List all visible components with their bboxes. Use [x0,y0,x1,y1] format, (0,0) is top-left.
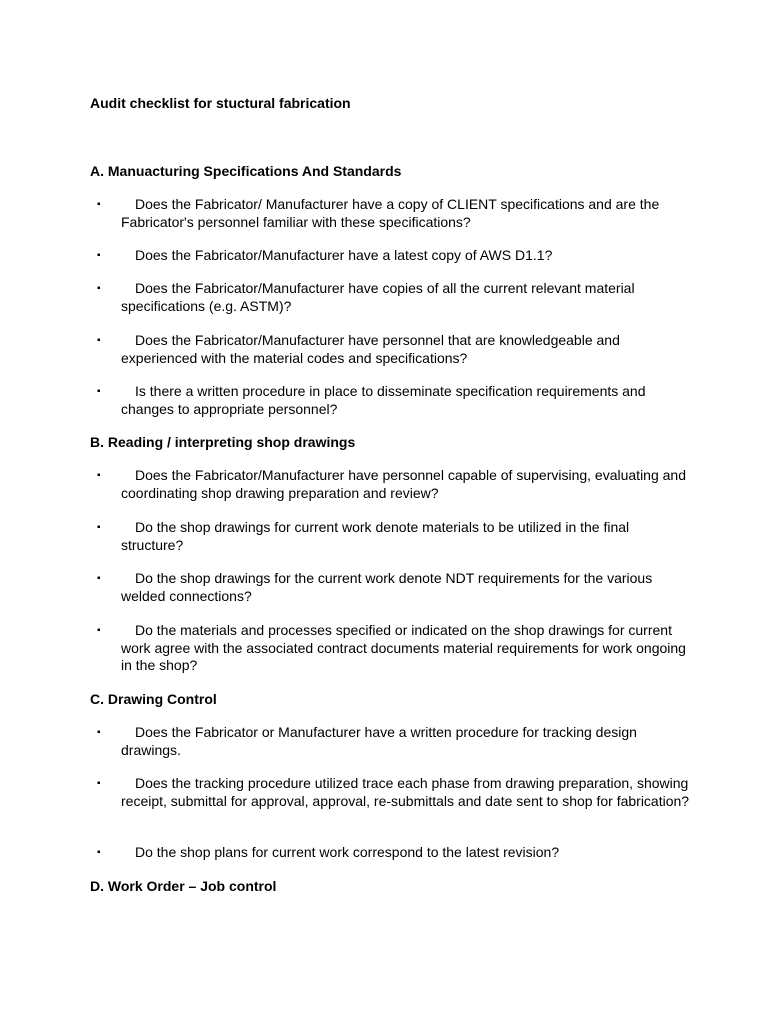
checklist-item-text: Does the Fabricator/Manufacturer have personnel that are knowledgeable and experienced with the material codes and specifications? [121,332,620,366]
checklist-item-text: Does the Fabricator/ Manufacturer have a copy of CLIENT specifications and are the Fabricator's personnel familiar with these specifications? [121,196,660,230]
bullet-icon: ▪ [97,470,101,481]
checklist-item-text: Does the Fabricator/Manufacturer have copies of all the current relevant material specifications (e.g. ASTM)? [121,280,635,314]
bullet-icon: ▪ [97,199,101,210]
checklist-item-text: Do the shop drawings for the current work denote NDT requirements for the various welded connections? [121,570,653,604]
section-heading-c: C. Drawing Control [90,691,217,707]
bullet-icon: ▪ [97,847,101,858]
section-heading-b: B. Reading / interpreting shop drawings [90,434,356,450]
section-heading-a: A. Manuacturing Specifications And Standards [90,163,402,179]
checklist-item-text: Does the Fabricator/Manufacturer have personnel capable of supervising, evaluating and coordinating shop drawing preparation and review? [121,467,686,501]
bullet-icon: ▪ [97,727,101,738]
bullet-icon: ▪ [97,778,101,789]
bullet-icon: ▪ [97,335,101,346]
checklist-item-text: Does the tracking procedure utilized trace each phase from drawing preparation, showing receipt, submittal for approval, approval, re-submittals and date sent to shop for fabrication? [121,775,690,809]
checklist-item-text: Does the Fabricator or Manufacturer have a written procedure for tracking design drawings. [121,724,637,758]
checklist-item-text: Is there a written procedure in place to disseminate specification requirements and changes to appropriate personnel? [121,383,646,417]
document-title: Audit checklist for stuctural fabrication [90,95,351,111]
section-heading-d: D. Work Order – Job control [90,878,277,894]
bullet-icon: ▪ [97,250,101,261]
bullet-icon: ▪ [97,386,101,397]
bullet-icon: ▪ [97,522,101,533]
checklist-item-text: Do the shop plans for current work correspond to the latest revision? [135,844,560,860]
bullet-icon: ▪ [97,573,101,584]
bullet-icon: ▪ [97,625,101,636]
bullet-icon: ▪ [97,283,101,294]
checklist-item-text: Does the Fabricator/Manufacturer have a latest copy of AWS D1.1? [135,247,553,263]
checklist-item-text: Do the materials and processes specified or indicated on the shop drawings for current work agree with the associated contract documents material requirements for work ongoing in the shop? [121,622,686,673]
checklist-item-text: Do the shop drawings for current work denote materials to be utilized in the final structure? [121,519,630,553]
